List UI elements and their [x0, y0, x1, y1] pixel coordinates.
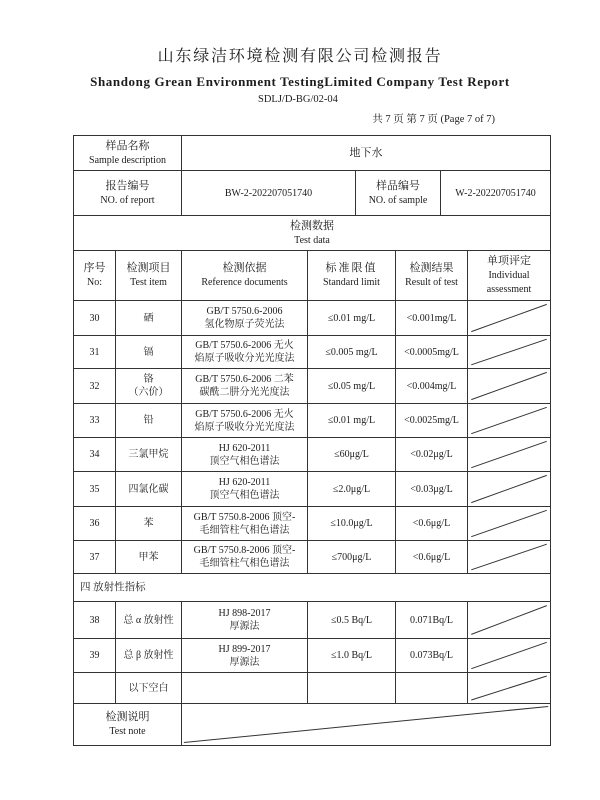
- reference-document: [182, 472, 308, 507]
- reference-method: 顶空气相色谱法: [209, 490, 280, 501]
- test-result: 0.073Bq/L: [396, 639, 468, 673]
- standard-limit: ≤2.0μg/L: [308, 472, 396, 507]
- test-item: [116, 369, 182, 404]
- individual-assessment: [468, 639, 551, 673]
- sample-number-label-cn: 样品编号: [376, 179, 420, 192]
- test-result: <0.03μg/L: [396, 472, 468, 507]
- row-number: 30: [74, 301, 116, 336]
- not-applicable-diagonal: [468, 336, 550, 368]
- test-item: [116, 438, 182, 472]
- not-applicable-diagonal: [468, 301, 550, 335]
- test-data-title-row: [74, 216, 551, 251]
- test-item: [116, 639, 182, 673]
- section-row: [74, 574, 551, 602]
- sample-description-label-en: Sample description: [89, 154, 166, 166]
- individual-assessment: [468, 602, 551, 639]
- not-applicable-diagonal: [468, 369, 550, 403]
- report-number-label-en: NO. of report: [100, 194, 155, 206]
- individual-assessment: [468, 673, 551, 704]
- column-header-cn: 检测项目: [126, 262, 171, 274]
- not-applicable-diagonal: [468, 541, 550, 573]
- reference-standard: GB/T 5750.6-2006 无火: [195, 408, 294, 420]
- test-item: [116, 336, 182, 369]
- reference-method: 厚源法: [229, 656, 260, 668]
- individual-assessment: [468, 472, 551, 507]
- test-result: <0.0025mg/L: [396, 404, 468, 438]
- test-note-label-en: Test note: [109, 726, 146, 737]
- test-item-name: 硒: [143, 312, 154, 324]
- table-row: [74, 404, 551, 438]
- test-item-name: 总 β 放射性: [123, 650, 174, 661]
- column-header-reference: [182, 251, 308, 301]
- test-note-value: [182, 704, 551, 746]
- reference-document: [182, 301, 308, 336]
- test-result: <0.001mg/L: [396, 301, 468, 336]
- row-number: 35: [74, 472, 116, 507]
- company-report-title: 山东绿洁环境检测有限公司检测报告: [157, 48, 443, 65]
- test-result: <0.6μg/L: [396, 507, 468, 541]
- page-info: 共 7 页 第 7 页 (Page 7 of 7): [372, 114, 495, 125]
- report-number-label: [74, 171, 182, 216]
- test-result: 0.071Bq/L: [396, 602, 468, 639]
- table-row: [74, 472, 551, 507]
- not-applicable-diagonal: [468, 673, 550, 703]
- column-header-no: [74, 251, 116, 301]
- test-item-name: 苯: [143, 518, 154, 529]
- column-header-test-item: [116, 251, 182, 301]
- test-data-title-cn: 检测数据: [290, 219, 335, 232]
- test-item: [116, 404, 182, 438]
- reference-method: 焰原子吸收分光光度法: [194, 353, 295, 364]
- row-number: 36: [74, 507, 116, 541]
- test-result: <0.6μg/L: [396, 541, 468, 574]
- not-applicable-diagonal: [468, 404, 550, 437]
- report-number-row: [74, 171, 551, 216]
- column-header-cn: 单项评定: [487, 255, 532, 267]
- reference-standard: GB/T 5750.8-2006 顶空-: [193, 511, 296, 523]
- test-result: <0.004mg/L: [396, 369, 468, 404]
- sample-description-text: 地下水: [349, 146, 383, 159]
- column-header-en: Reference documents: [201, 277, 288, 288]
- row-number-empty: [74, 673, 116, 704]
- reference-standard: GB/T 5750.6-2006 无火: [195, 340, 294, 351]
- standard-limit: ≤700μg/L: [308, 541, 396, 574]
- individual-assessment: [468, 438, 551, 472]
- column-header-en: Test item: [130, 277, 167, 288]
- reference-standard: GB/T 5750.6-2006 二苯: [195, 374, 294, 385]
- row-number: 34: [74, 438, 116, 472]
- test-item: [116, 541, 182, 574]
- standard-limit: ≤0.05 mg/L: [308, 369, 396, 404]
- table-row: [74, 507, 551, 541]
- test-note-label: [74, 704, 182, 746]
- reference-standard: HJ 898-2017: [218, 608, 271, 619]
- reference-standard: GB/T 5750.6-2006: [206, 306, 283, 317]
- standard-limit: ≤0.01 mg/L: [308, 404, 396, 438]
- reference-standard: GB/T 5750.8-2006 顶空-: [193, 545, 296, 556]
- standard-limit: ≤60μg/L: [308, 438, 396, 472]
- test-note-row: [74, 704, 551, 746]
- test-result: <0.02μg/L: [396, 438, 468, 472]
- sample-number-value: W-2-202207051740: [441, 171, 551, 216]
- sample-description-label-cn: 样品名称: [105, 139, 150, 152]
- blank-marker-row: [74, 673, 551, 704]
- reference-method: 毛细管柱气相色谱法: [199, 558, 290, 569]
- individual-assessment: [468, 301, 551, 336]
- reference-document: [182, 639, 308, 673]
- test-item-name: 三氯甲烷: [128, 449, 169, 460]
- reference-document: [182, 369, 308, 404]
- not-applicable-diagonal: [468, 472, 550, 506]
- row-number: 38: [74, 602, 116, 639]
- test-data-title-en: Test data: [294, 234, 330, 246]
- standard-limit: ≤1.0 Bq/L: [308, 639, 396, 673]
- report-number-value: BW-2-202207051740: [182, 171, 356, 216]
- column-header-cn: 序号: [83, 262, 106, 274]
- column-header-result: [396, 251, 468, 301]
- table-row: [74, 541, 551, 574]
- standard-limit: ≤0.01 mg/L: [308, 301, 396, 336]
- reference-standard: HJ 899-2017: [218, 643, 271, 655]
- individual-assessment: [468, 404, 551, 438]
- column-header-en: Standard limit: [323, 277, 380, 288]
- not-applicable-diagonal: [468, 507, 550, 540]
- reference-method: 焰原子吸收分光光度法: [194, 421, 295, 433]
- test-item-name: 总 α 放射性: [123, 614, 174, 626]
- reference-document: [182, 507, 308, 541]
- individual-assessment: [468, 369, 551, 404]
- test-item: [116, 602, 182, 639]
- test-item-name: 铅: [143, 415, 154, 426]
- row-number: 32: [74, 369, 116, 404]
- column-header-row: [74, 251, 551, 301]
- column-header-standard-limit: [308, 251, 396, 301]
- table-row: [74, 336, 551, 369]
- sample-number-label: [356, 171, 441, 216]
- individual-assessment: [468, 507, 551, 541]
- reference-method: 顶空气相色谱法: [209, 455, 280, 467]
- test-result: <0.0005mg/L: [396, 336, 468, 369]
- row-number: 31: [74, 336, 116, 369]
- company-report-title-en: Shandong Grean Environment TestingLimited Company Test Report: [90, 74, 510, 89]
- test-report-table: [73, 135, 551, 746]
- test-item: [116, 301, 182, 336]
- reference-method: 氢化物原子荧光法: [204, 319, 285, 330]
- sample-number-label-en: NO. of sample: [368, 194, 428, 206]
- table-row: [74, 438, 551, 472]
- test-note-label-cn: 检测说明: [105, 711, 150, 723]
- reference-method: 毛细管柱气相色谱法: [199, 524, 290, 536]
- standard-limit: ≤0.5 Bq/L: [308, 602, 396, 639]
- reference-method: 厚源法: [229, 621, 260, 632]
- row-number: 39: [74, 639, 116, 673]
- test-item-name: 甲苯: [138, 551, 159, 563]
- reference-document: [182, 336, 308, 369]
- reference-document: [182, 602, 308, 639]
- test-item-name: 镉: [143, 346, 154, 358]
- row-number: 33: [74, 404, 116, 438]
- table-row: [74, 639, 551, 673]
- report-number-label-cn: 报告编号: [105, 179, 150, 192]
- sample-description-value: [182, 136, 551, 171]
- standard-limit: ≤10.0μg/L: [308, 507, 396, 541]
- column-header-cn: 检测依据: [222, 262, 267, 274]
- blank-marker-text: 以下空白: [116, 673, 182, 704]
- reference-standard: HJ 620-2011: [218, 477, 271, 488]
- test-item-name: 铬: [143, 374, 154, 385]
- test-item-qualifier: （六价）: [128, 387, 169, 398]
- row-number: 37: [74, 541, 116, 574]
- reference-document-empty: [182, 673, 308, 704]
- column-header-en: Result of test: [405, 277, 458, 288]
- column-header-en: No:: [87, 277, 102, 288]
- column-header-cn: 检测结果: [409, 262, 454, 274]
- form-code: SDLJ/D-BG/02-04: [258, 94, 338, 105]
- column-header-en: Individual assessment: [486, 270, 532, 295]
- individual-assessment: [468, 541, 551, 574]
- sample-description-row: [74, 136, 551, 171]
- test-data-title: [74, 216, 551, 251]
- individual-assessment: [468, 336, 551, 369]
- not-applicable-diagonal: [468, 639, 550, 672]
- table-row: [74, 369, 551, 404]
- test-item: [116, 472, 182, 507]
- not-applicable-diagonal: [468, 602, 550, 638]
- section-radioactivity-title: 四 放射性指标: [74, 574, 551, 602]
- column-header-cn: 标准限值: [325, 262, 378, 274]
- test-item-name: 四氯化碳: [128, 483, 169, 495]
- reference-document: [182, 438, 308, 472]
- standard-limit-empty: [308, 673, 396, 704]
- test-result-empty: [396, 673, 468, 704]
- not-applicable-diagonal: [468, 438, 550, 471]
- table-row: [74, 301, 551, 336]
- test-item: [116, 507, 182, 541]
- not-applicable-diagonal: [182, 704, 550, 745]
- reference-document: [182, 541, 308, 574]
- reference-document: [182, 404, 308, 438]
- table-row: [74, 602, 551, 639]
- column-header-assessment: [468, 251, 551, 301]
- standard-limit: ≤0.005 mg/L: [308, 336, 396, 369]
- sample-description-label: [74, 136, 182, 171]
- reference-standard: HJ 620-2011: [218, 442, 271, 454]
- reference-method: 碳酰二肼分光光度法: [199, 387, 290, 398]
